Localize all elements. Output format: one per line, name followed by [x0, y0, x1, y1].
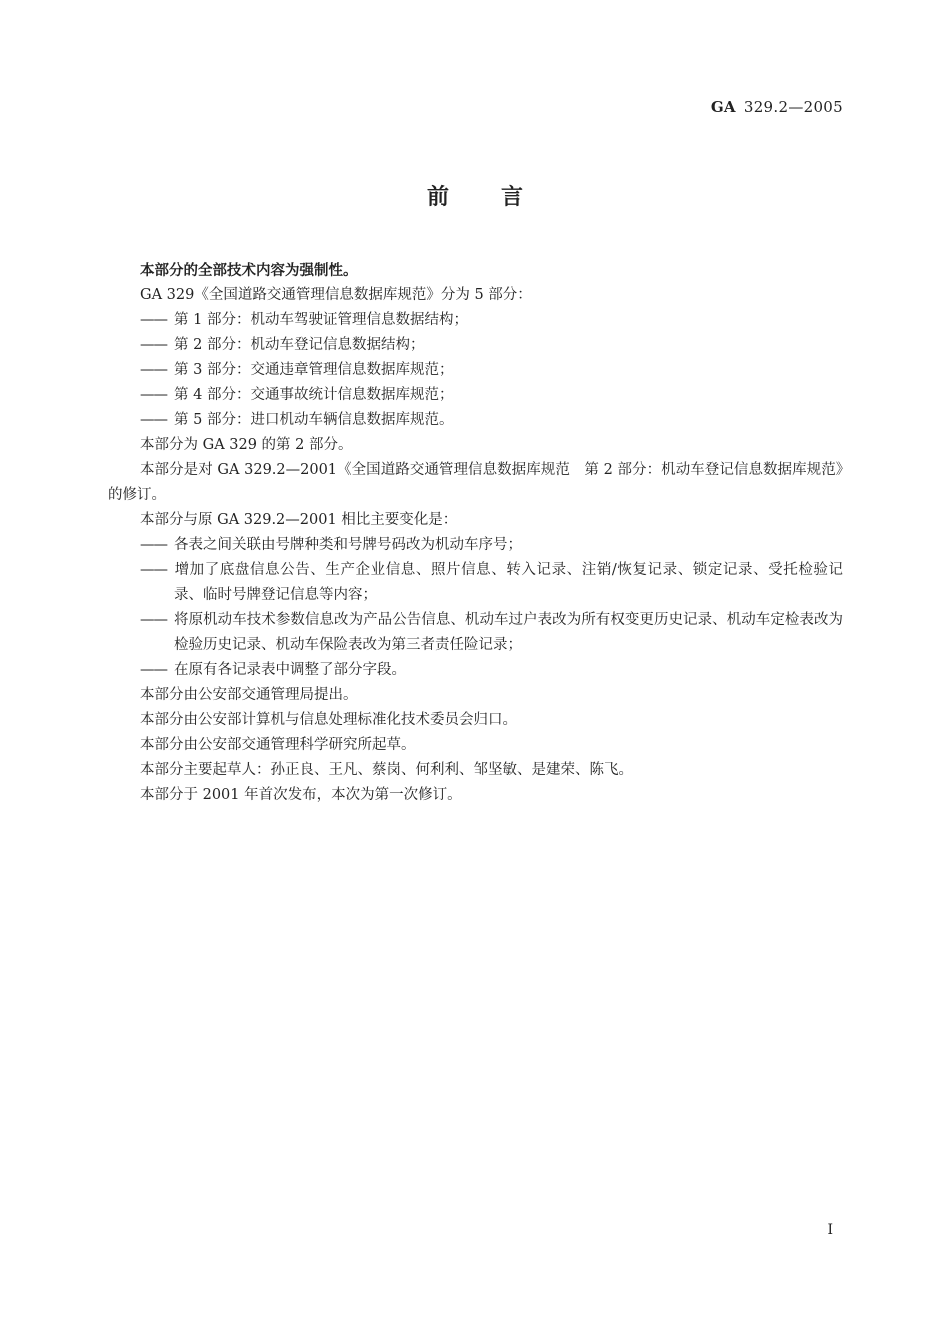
list-item-part-1	[108, 308, 843, 333]
list-item-text: 第 2 部分：机动车登记信息数据结构；	[174, 337, 425, 353]
list-item-part-3	[108, 358, 843, 383]
list-dash: ——	[140, 412, 167, 428]
list-item-text: 第 1 部分：机动车驾驶证管理信息数据结构；	[174, 312, 468, 328]
standard-code-number: 329.2—2005	[743, 98, 843, 116]
list-item-text: 增加了底盘信息公告、生产企业信息、照片信息、转入记录、注销/恢复记录、锁定记录、受托检验记录、临时号牌登记信息等内容；	[174, 562, 843, 603]
paragraph-drafted-by: 本部分由公安部交通管理科学研究所起草。	[140, 737, 416, 753]
paragraph-parts-intro: GA 329《全国道路交通管理信息数据库规范》分为 5 部分：	[140, 287, 532, 303]
list-dash: ——	[140, 537, 167, 553]
paragraph-part-number: 本部分为 GA 329 的第 2 部分。	[140, 437, 353, 453]
list-dash: ——	[140, 562, 167, 578]
list-dash: ——	[140, 337, 167, 353]
page-number: I	[827, 1222, 833, 1238]
paragraph-mandatory: 本部分的全部技术内容为强制性。	[140, 262, 358, 279]
list-item-part-4	[108, 383, 843, 408]
list-dash: ——	[140, 387, 167, 403]
list-item-text: 第 3 部分：交通违章管理信息数据库规范；	[174, 362, 454, 378]
list-item-text: 在原有各记录表中调整了部分字段。	[174, 662, 406, 678]
list-item-text: 各表之间关联由号牌种类和号牌号码改为机动车序号；	[174, 537, 522, 553]
paragraph-publication-history: 本部分于 2001 年首次发布，本次为第一次修订。	[140, 787, 462, 803]
list-item-text: 将原机动车技术参数信息改为产品公告信息、机动车过户表改为所有权变更历史记录、机动车定检表改为检验历史记录、机动车保险表改为第三者责任险记录；	[174, 612, 843, 653]
list-item-text: 第 5 部分：进口机动车辆信息数据库规范。	[174, 412, 454, 428]
list-dash: ——	[140, 612, 167, 628]
foreword-body	[108, 258, 843, 808]
list-dash: ——	[140, 662, 167, 678]
paragraph-drafters: 本部分主要起草人：孙正良、王凡、蔡岗、何利利、邹坚敏、是建荣、陈飞。	[140, 762, 633, 778]
paragraph-revision: 本部分是对 GA 329.2—2001《全国道路交通管理信息数据库规范 第 2 部分：机动车登记信息数据库规范》的修订。	[108, 462, 843, 503]
list-item-text: 第 4 部分：交通事故统计信息数据库规范；	[174, 387, 454, 403]
page-title: 前言	[426, 184, 575, 210]
list-item-part-2	[108, 333, 843, 358]
list-item-change-2	[108, 558, 843, 608]
list-item-change-1	[108, 533, 843, 558]
list-dash: ——	[140, 362, 167, 378]
paragraph-changes-intro: 本部分与原 GA 329.2—2001 相比主要变化是：	[140, 512, 458, 528]
list-dash: ——	[140, 312, 167, 328]
list-item-change-4	[108, 658, 843, 683]
paragraph-proposed-by: 本部分由公安部交通管理局提出。	[140, 687, 358, 703]
list-item-part-5	[108, 408, 843, 433]
paragraph-centralized-by: 本部分由公安部计算机与信息处理标准化技术委员会归口。	[140, 712, 517, 728]
standard-code-prefix: GA	[710, 98, 736, 116]
standard-code	[711, 98, 843, 116]
list-item-change-3	[108, 608, 843, 658]
